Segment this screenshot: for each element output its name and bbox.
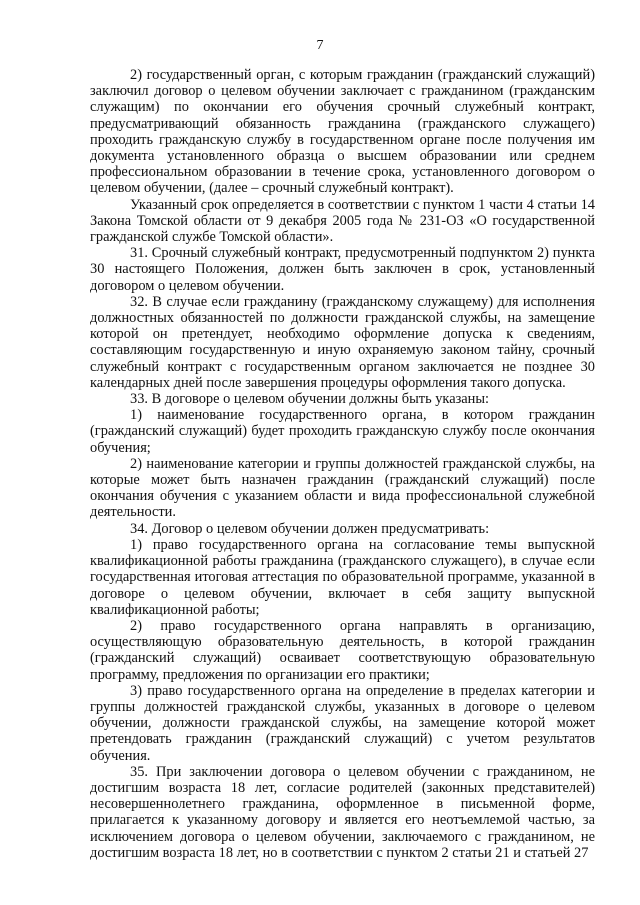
paragraph-34-3: 3) право государственного органа на определение в пределах категории и группы должностей гражданской службы, указанных в договоре о целевом обучении, должности гражданской службы, на замещение которой может претендовать гражданин (гражданский служащий) с учетом результатов обучения. (90, 682, 595, 764)
paragraph-33-2: 2) наименование категории и группы должностей гражданской службы, на которые может быть назначен гражданин (гражданский служащий) после окончания обучения с указанием области и вида профессиональной служебной деятельности. (90, 455, 595, 521)
paragraph-33: 33. В договоре о целевом обучении должны быть указаны: (130, 391, 490, 408)
paragraph-34-1: 1) право государственного органа на согласование темы выпускной квалификационной работы гражданина (гражданского служащего), в случае если государственная итоговая аттестация по образовательной программе, указанной в договоре о целевом обучении, включает в себя защиту выпускной квалификационной работы; (90, 536, 595, 618)
page-number: 7 (316, 38, 324, 53)
paragraph-32: 32. В случае если гражданину (гражданскому служащему) для исполнения должностных обязанностей по должности гражданской службы, на замещение которой он претендует, необходимо оформление допуска к сведениям, составляющим государственную и иную охраняемую законом тайну, срочный служебный контракт с государственным органом заключается не позднее 30 календарных дней после завершения процедуры оформления такого допуска. (90, 293, 595, 391)
paragraph-34: 34. Договор о целевом обучении должен предусматривать: (130, 520, 490, 537)
paragraph-35: 35. При заключении договора о целевом обучении с гражданином, не достигшим возраста 18 лет, согласие родителей (законных представителей) несовершеннолетнего гражданина, оформленное в письменной форме, прилагается к указанному договору и является его неотъемлемой частью, за исключением договора о целевом обучении, заключаемого с гражданином, не достигшим возраста 18 лет, но в соответствии с пунктом 2 статьи 21 и статьей 27 (90, 763, 595, 861)
document-body (90, 67, 595, 861)
paragraph-term-note: Указанный срок определяется в соответствии с пунктом 1 части 4 статьи 14 Закона Томской области от 9 декабря 2005 года № 231-ОЗ «О государственной гражданской службе Томской области». (90, 196, 595, 246)
paragraph-33-1: 1) наименование государственного органа, в котором гражданин (гражданский служащий) будет проходить гражданскую службу после окончания обучения; (90, 407, 595, 456)
paragraph-31: 31. Срочный служебный контракт, предусмотренный подпунктом 2) пункта 30 настоящего Положения, должен быть заключен в срок, установленный договором о целевом обучении. (90, 245, 595, 294)
paragraph-34-2: 2) право государственного органа направлять в организацию, осуществляющую образовательную деятельность, в которой гражданин (гражданский служащий) осваивает соответствующую образовательную программу, предложения по организации его практики; (90, 617, 595, 683)
paragraph-30-2: 2) государственный орган, с которым гражданин (гражданский служащий) заключил договор о целевом обучении заключает с гражданином (гражданским служащим) по окончании его обучения срочный служебный контракт, предусматривающий обязанность гражданина (гражданского служащего) проходить гражданскую службу в государственном органе после получения им документа установленного образца о высшем образовании или среднем профессиональном образовании в течение срока, установленного договором о целевом обучении, (далее – срочный служебный контракт). (90, 67, 595, 197)
